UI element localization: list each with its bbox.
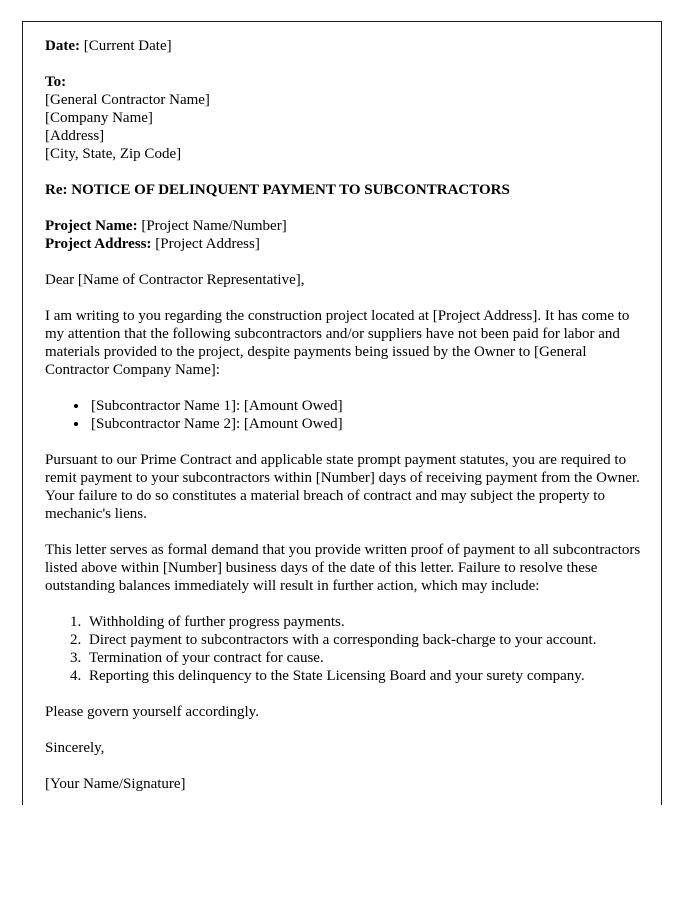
project-address-value: [Project Address] (155, 236, 260, 252)
spacer-before-numbers (45, 595, 641, 613)
spacer-before-bullets (45, 379, 641, 397)
spacer-after-paragraph-2 (45, 523, 641, 541)
list-item: 2. Direct payment to subcontractors with a corresponding back-charge to your account. (85, 631, 641, 649)
list-item: 3. Termination of your contract for cause. (85, 649, 641, 667)
letter-body (45, 37, 641, 793)
spacer-after-subject (45, 199, 641, 217)
subject-line (45, 181, 641, 199)
action-list (45, 613, 641, 685)
spacer-before-signoff (45, 721, 641, 739)
list-item: 1. Withholding of further progress payments. (85, 613, 641, 631)
signature-line: [Your Name/Signature] (45, 776, 186, 792)
date-value: [Current Date] (83, 38, 172, 54)
project-address-line (45, 235, 641, 253)
spacer-after-date (45, 55, 641, 73)
closing-statement: Please govern yourself accordingly. (45, 704, 259, 720)
list-item: • [Subcontractor Name 2]: [Amount Owed] (89, 415, 641, 433)
paragraph-2: Pursuant to our Prime Contract and applicable state prompt payment statutes, you are required to remit payment to your subcontractors within [Number] days of receiving payment from the Owner. Your failure to do so constitutes a material breach of contract and may subject the property to mechanic's liens. (45, 452, 640, 522)
paragraph-1: I am writing to you regarding the construction project located at [Project Address]. It has come to my attention that the following subcontractors and/or suppliers have not been paid for labor and materials provided to the project, despite payments being issued by the Owner to [General Contractor Company Name]: (45, 308, 630, 378)
document-page-frame (22, 21, 662, 805)
project-name-value: [Project Name/Number] (141, 218, 287, 234)
sign-off: Sincerely, (45, 740, 105, 756)
project-address-label: Project Address: (45, 236, 152, 252)
subject-prefix: Re: (45, 182, 68, 198)
subcontractor-list (45, 397, 641, 433)
date-line (45, 37, 641, 55)
project-name-line (45, 217, 641, 235)
recipient-line-4: [City, State, Zip Code] (45, 146, 182, 162)
spacer-before-signature (45, 757, 641, 775)
project-name-label: Project Name: (45, 218, 138, 234)
recipient-line-2: [Company Name] (45, 110, 153, 126)
to-label: To: (45, 74, 67, 90)
list-item: 4. Reporting this delinquency to the State Licensing Board and your surety company. (85, 667, 641, 685)
spacer-after-salutation (45, 289, 641, 307)
spacer-after-project-info (45, 253, 641, 271)
spacer-after-recipient (45, 163, 641, 181)
list-item: • [Subcontractor Name 1]: [Amount Owed] (89, 397, 641, 415)
paragraph-3: This letter serves as formal demand that you provide written proof of payment to all subcontractors listed above within [Number] business days of the date of this letter. Failure to resolve these outstanding balances immediately will result in further action, which may include: (45, 542, 641, 594)
subject-text: NOTICE OF DELINQUENT PAYMENT TO SUBCONTRACTORS (71, 182, 510, 198)
spacer-after-numbers (45, 685, 641, 703)
recipient-line-3: [Address] (45, 128, 105, 144)
salutation: Dear [Name of Contractor Representative], (45, 272, 305, 288)
date-label: Date: (45, 38, 80, 54)
recipient-line-1: [General Contractor Name] (45, 92, 210, 108)
spacer-after-bullets (45, 433, 641, 451)
